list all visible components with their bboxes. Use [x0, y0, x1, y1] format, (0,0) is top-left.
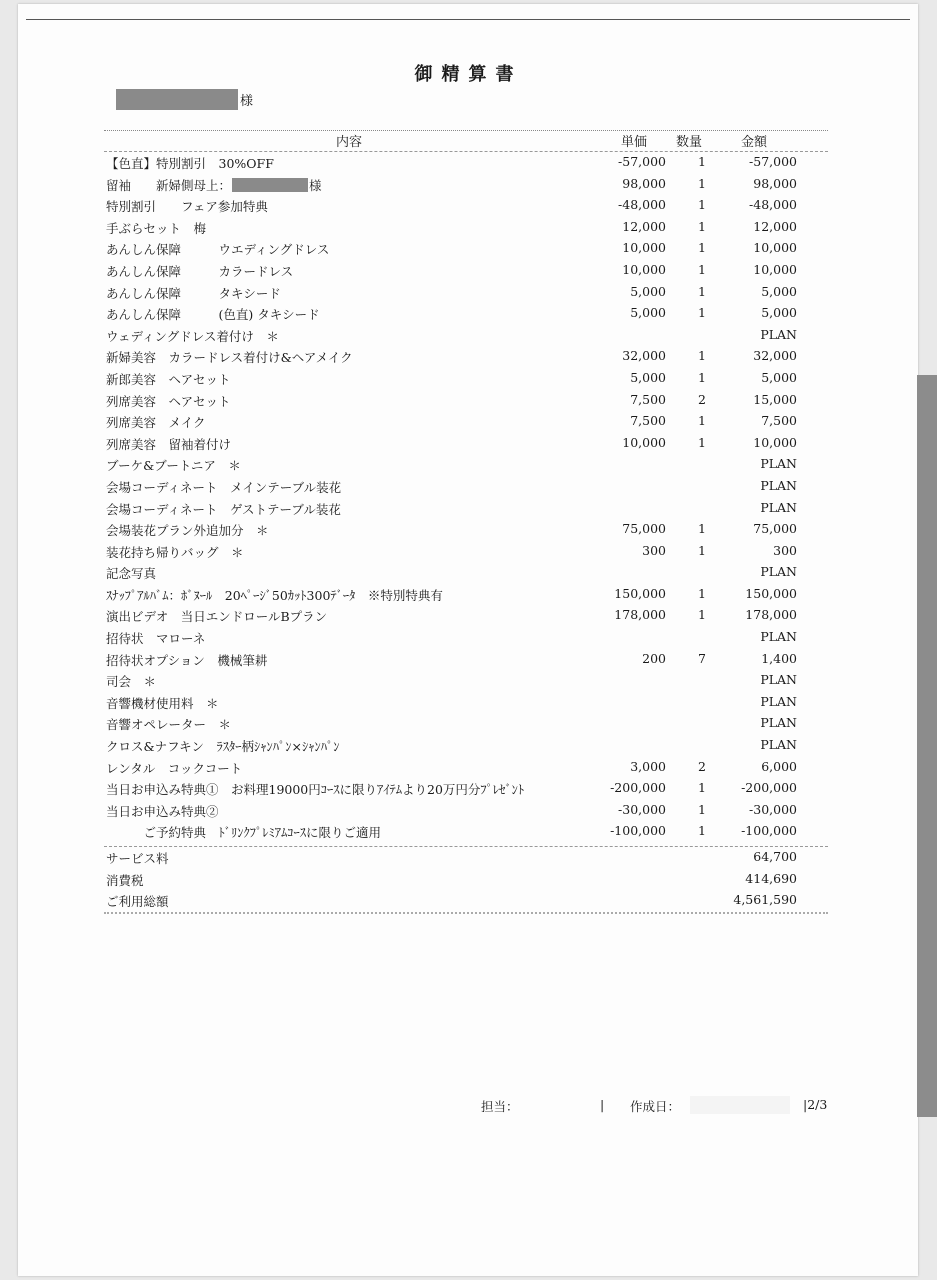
item-name: [106, 521, 269, 539]
table-row: [0, 540, 937, 562]
table-row: [0, 432, 937, 454]
item-amount: 10,000: [753, 434, 797, 450]
item-amount: PLAN: [760, 737, 797, 753]
item-amount: -200,000: [741, 780, 797, 796]
summary-row: [0, 889, 937, 911]
redacted-name: [116, 89, 238, 110]
item-name: [106, 370, 231, 388]
item-price: 5,000: [630, 369, 666, 385]
table-row: [0, 281, 937, 303]
item-qty: 1: [698, 154, 706, 169]
table-row: [0, 604, 937, 626]
item-name: [106, 478, 341, 496]
item-amount: PLAN: [760, 477, 797, 493]
item-price: 150,000: [614, 585, 666, 601]
item-name: [106, 240, 329, 258]
table-row: [0, 237, 937, 259]
item-name-suffix: 様: [309, 177, 322, 193]
item-name: [106, 737, 339, 755]
item-price: 98,000: [622, 175, 666, 191]
item-amount: PLAN: [760, 672, 797, 688]
item-price: -100,000: [610, 823, 666, 839]
item-qty: 1: [698, 240, 706, 256]
item-amount: 12,000: [753, 218, 797, 234]
item-name: [106, 823, 381, 841]
item-amount: 5,000: [761, 369, 797, 385]
item-name-text: 記念写真: [106, 566, 157, 582]
item-name-text: 装花持ち帰りバッグ ＊: [106, 544, 244, 560]
item-amount: -48,000: [749, 197, 797, 213]
item-name-text: 会場装花プラン外追加分 ＊: [106, 523, 269, 539]
item-name: [106, 780, 524, 798]
table-row: [0, 712, 937, 734]
table-row: [0, 345, 937, 367]
item-name-text: レンタル コックコート: [106, 760, 243, 776]
item-amount: -100,000: [741, 823, 797, 839]
honorific: 様: [240, 93, 254, 109]
item-qty: 1: [698, 823, 706, 839]
item-name: [106, 456, 241, 474]
table-row: [0, 820, 937, 842]
item-price: -57,000: [618, 154, 666, 169]
item-name: [106, 586, 443, 604]
item-qty: 1: [698, 348, 706, 364]
item-amount: PLAN: [760, 499, 797, 515]
footer-separator: |: [600, 1097, 605, 1112]
column-header-name: 内容: [336, 135, 363, 150]
table-row: [0, 648, 937, 670]
item-price: 75,000: [622, 521, 666, 537]
item-name: [106, 672, 156, 690]
item-qty: 1: [698, 521, 706, 537]
item-amount: 10,000: [753, 240, 797, 256]
item-name: [106, 284, 281, 302]
item-price: 10,000: [622, 434, 666, 450]
summary-value: 64,700: [753, 849, 797, 864]
item-name-text: 列席美容 メイク: [106, 415, 206, 431]
item-qty: 2: [698, 391, 706, 407]
header-rule: [104, 130, 828, 131]
summary-row: [0, 846, 937, 868]
item-name: [106, 219, 206, 237]
item-amount: PLAN: [760, 715, 797, 731]
item-amount: PLAN: [760, 693, 797, 709]
item-qty: 1: [698, 283, 706, 299]
item-amount: 5,000: [761, 305, 797, 321]
table-row: [0, 216, 937, 238]
item-name: [106, 651, 267, 669]
scrollbar[interactable]: [917, 375, 937, 1117]
table-row: [0, 367, 937, 389]
item-name: [106, 327, 279, 345]
item-amount: 75,000: [753, 521, 797, 537]
summary: [0, 846, 937, 911]
item-name-text: 演出ビデオ 当日エンドロールBプラン: [106, 609, 328, 625]
column-header-price: 単価: [621, 135, 648, 150]
item-qty: 1: [698, 413, 706, 429]
item-name-text: 当日お申込み特典②: [106, 803, 219, 819]
item-price: 5,000: [630, 283, 666, 299]
item-amount: -57,000: [749, 154, 797, 169]
date-value-blank: [690, 1096, 790, 1114]
item-price: -48,000: [618, 197, 666, 213]
summary-value: 4,561,590: [733, 892, 797, 907]
item-name-text: クロス&ナフキン ﾗｽﾀｰ柄ｼｬﾝﾊﾟﾝ×ｼｬﾝﾊﾟﾝ: [106, 739, 340, 755]
column-header-amount: 金額: [741, 135, 768, 150]
item-name: [106, 607, 327, 625]
table-row: [0, 151, 937, 173]
item-price: 7,500: [630, 413, 666, 429]
item-name-text: あんしん保障 カラードレス: [106, 263, 294, 279]
item-name: [106, 759, 242, 777]
line-items: [0, 151, 937, 842]
item-name: [106, 392, 231, 410]
table-row: [0, 777, 937, 799]
table-row: [0, 691, 937, 713]
item-price: 32,000: [622, 348, 666, 364]
recipient: [116, 88, 253, 110]
item-name-text: 列席美容 留袖着付け: [106, 436, 232, 452]
item-name: [106, 262, 293, 280]
item-qty: 1: [698, 542, 706, 558]
top-rule: [26, 19, 910, 20]
item-price: 3,000: [630, 758, 666, 774]
item-qty: 1: [698, 585, 706, 601]
summary-label: 消費税: [106, 872, 144, 888]
item-name: [106, 500, 341, 518]
item-qty: 2: [698, 758, 706, 774]
staff-label: 担当：: [481, 1099, 519, 1114]
table-row: [0, 561, 937, 583]
item-name: [106, 176, 322, 194]
item-price: 10,000: [622, 240, 666, 256]
item-amount: 98,000: [753, 175, 797, 191]
item-name-text: 音響オペレーター ＊: [106, 717, 232, 733]
item-name-text: 会場コーディネート メインテーブル装花: [106, 479, 342, 495]
item-name-text: 特別割引 フェア参加特典: [106, 199, 268, 215]
item-name-text: ｽﾅｯﾌﾟｱﾙﾊﾞﾑ：ﾎﾞﾇｰﾙ 20ﾍﾟｰｼﾞ50ｶｯﾄ300ﾃﾞｰﾀ ※特別特典有: [106, 587, 443, 603]
item-name-text: ウェディングドレス着付け ＊: [106, 328, 279, 344]
item-name: [106, 564, 156, 582]
item-qty: 1: [698, 801, 706, 817]
item-name: [106, 413, 206, 431]
item-name: [106, 543, 244, 561]
table-row: [0, 410, 937, 432]
table-row: [0, 389, 937, 411]
date-label: 作成日：: [630, 1099, 681, 1114]
table-row: [0, 497, 937, 519]
item-amount: 15,000: [753, 391, 797, 407]
item-price: -30,000: [618, 801, 666, 817]
item-name-text: 留袖 新婦側母上：: [106, 177, 232, 193]
table-row: [0, 734, 937, 756]
item-price: 200: [642, 650, 666, 666]
table-row: [0, 259, 937, 281]
item-name: [106, 348, 353, 366]
summary-label: サービス料: [106, 851, 169, 866]
item-qty: 1: [698, 261, 706, 277]
redacted-name: [232, 178, 308, 192]
item-amount: 6,000: [761, 758, 797, 774]
item-amount: 300: [773, 542, 797, 558]
table-row: [0, 669, 937, 691]
item-qty: 1: [698, 175, 706, 191]
item-name: [106, 629, 205, 647]
item-name: [106, 715, 231, 733]
item-qty: 1: [698, 305, 706, 321]
item-amount: PLAN: [760, 629, 797, 645]
item-name-text: 招待状オプション 機械筆耕: [106, 652, 268, 668]
table-row: [0, 194, 937, 216]
page-number: |2/3: [803, 1097, 828, 1112]
item-name-text: あんしん保障 タキシード: [106, 285, 281, 301]
item-name-text: 手ぶらセット 梅: [106, 220, 207, 236]
item-name-text: 新郎美容 ヘアセット: [106, 371, 231, 387]
item-name: [106, 154, 274, 172]
item-name: [106, 694, 219, 712]
summary-row: [0, 868, 937, 890]
item-name-text: あんしん保障 (色直) タキシード: [106, 307, 320, 323]
item-price: 5,000: [630, 305, 666, 321]
item-name-text: 新婦美容 カラードレス着付け&ヘアメイク: [106, 350, 353, 366]
table-row: [0, 302, 937, 324]
item-amount: 32,000: [753, 348, 797, 364]
item-name-text: 【色直】特別割引 30%OFF: [106, 156, 274, 171]
item-name: [106, 435, 231, 453]
item-name: [106, 802, 219, 820]
item-name-text: 会場コーディネート ゲストテーブル装花: [106, 501, 341, 517]
item-amount: 7,500: [761, 413, 797, 429]
bottom-rule: [104, 912, 828, 914]
item-price: -200,000: [610, 780, 666, 796]
table-row: [0, 475, 937, 497]
item-qty: 1: [698, 780, 706, 796]
item-name-text: 招待状 マローネ: [106, 631, 206, 647]
item-price: 7,500: [630, 391, 666, 407]
item-amount: -30,000: [749, 801, 797, 817]
table-row: [0, 583, 937, 605]
item-name-text: 列席美容 ヘアセット: [106, 393, 231, 409]
item-name-text: ご予約特典 ﾄﾞﾘﾝｸﾌﾟﾚﾐｱﾑｺｰｽに限りご適用: [106, 825, 382, 841]
item-name: [106, 197, 268, 215]
table-row: [0, 518, 937, 540]
table-row: [0, 799, 937, 821]
summary-value: 414,690: [745, 870, 797, 886]
table-row: [0, 324, 937, 346]
item-qty: 1: [698, 369, 706, 385]
table-row: [0, 173, 937, 195]
item-price: 12,000: [622, 218, 666, 234]
item-amount: 5,000: [761, 283, 797, 299]
item-amount: PLAN: [760, 326, 797, 342]
item-qty: 1: [698, 197, 706, 213]
item-amount: 10,000: [753, 261, 797, 277]
summary-label: ご利用総額: [106, 894, 169, 909]
item-price: 178,000: [614, 607, 666, 623]
item-amount: 150,000: [745, 585, 797, 601]
item-name: [106, 305, 320, 323]
item-qty: 1: [698, 434, 706, 450]
item-amount: PLAN: [760, 456, 797, 472]
item-price: 10,000: [622, 261, 666, 277]
item-name-text: あんしん保障 ウエディングドレス: [106, 242, 330, 258]
item-price: 300: [642, 542, 666, 558]
item-amount: 1,400: [761, 650, 797, 666]
document-title: 御精算書: [414, 64, 523, 85]
item-amount: 178,000: [745, 607, 797, 623]
item-qty: 1: [698, 607, 706, 623]
item-name-text: 司会 ＊: [106, 674, 157, 690]
item-amount: PLAN: [760, 564, 797, 580]
item-name-text: ブーケ&ブートニア ＊: [106, 458, 241, 474]
item-name-text: 当日お申込み特典① お料理19000円ｺｰｽに限りｱｲﾃﾑより20万円分ﾌﾟﾚｾﾞﾝﾄ: [106, 782, 525, 798]
table-row: [0, 756, 937, 778]
item-name-text: 音響機材使用料 ＊: [106, 695, 219, 711]
item-qty: 1: [698, 218, 706, 234]
column-header-qty: 数量: [676, 135, 703, 150]
table-row: [0, 453, 937, 475]
table-row: [0, 626, 937, 648]
item-qty: 7: [698, 650, 706, 666]
